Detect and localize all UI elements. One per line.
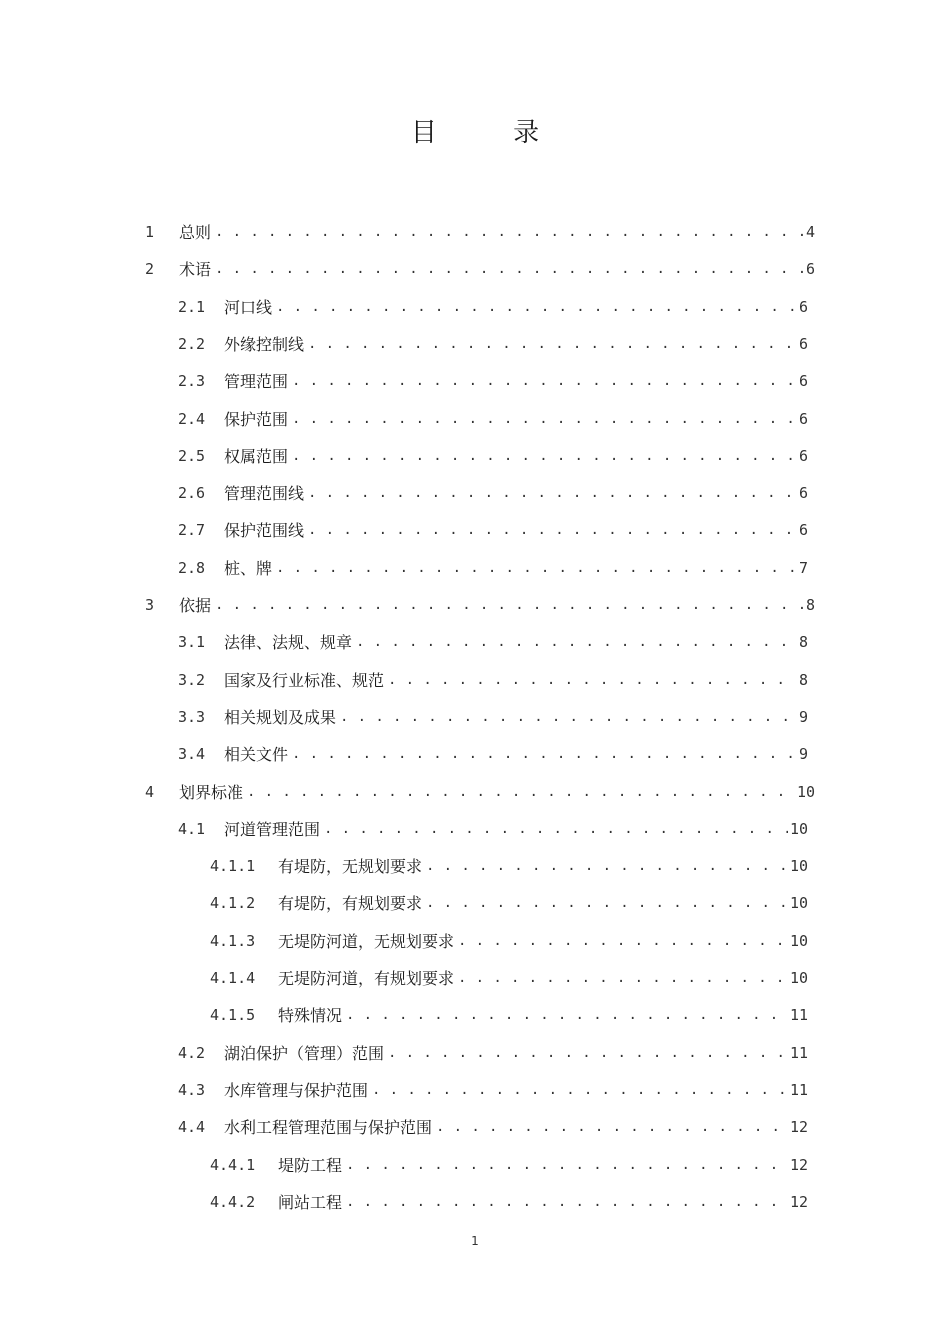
toc-entry[interactable] <box>145 214 815 251</box>
toc-entry-title: 有堤防，无规划要求 <box>278 857 423 877</box>
toc-entry[interactable] <box>178 811 808 848</box>
toc-entry-number: 4.1.4 <box>210 969 256 987</box>
toc-entry-page: 12 <box>789 1192 808 1211</box>
toc-entry[interactable] <box>210 960 808 997</box>
toc-entry-page: 4 <box>805 223 815 241</box>
toc-dot-leader <box>436 1109 788 1146</box>
toc-dot-leader <box>292 438 797 475</box>
toc-entry[interactable] <box>178 512 808 549</box>
toc-dot-leader <box>346 997 788 1034</box>
toc-entry-page: 6 <box>798 484 808 503</box>
toc-entry-number: 2.6 <box>178 484 206 503</box>
toc-entry[interactable] <box>210 1147 808 1184</box>
toc-entry-title: 相关规划及成果 <box>224 707 337 727</box>
toc-entry-number: 2.1 <box>178 297 206 316</box>
toc-entry-title: 无堤防河道，无规划要求 <box>278 931 455 951</box>
toc-entry[interactable] <box>178 736 808 773</box>
toc-entry-title: 闸站工程 <box>278 1192 343 1212</box>
toc-entry-number: 4.4.1 <box>210 1155 256 1174</box>
toc-entry-number: 4.1.5 <box>210 1006 256 1025</box>
toc-entry[interactable] <box>178 289 808 326</box>
toc-dot-leader <box>346 1147 788 1184</box>
toc-entry[interactable] <box>145 251 815 288</box>
toc-entry-number: 2 <box>145 260 155 279</box>
toc-entry[interactable] <box>178 475 808 512</box>
toc-entry-title: 国家及行业标准、规范 <box>224 670 385 690</box>
toc-entry-number: 2.5 <box>178 446 206 465</box>
toc-entry-title: 湖泊保护（管理）范围 <box>224 1043 385 1063</box>
toc-entry-title: 权属范围 <box>224 446 289 466</box>
toc-entry-title: 管理范围 <box>224 372 289 392</box>
toc-entry-number: 1 <box>145 223 155 241</box>
toc-entry-number: 2.7 <box>178 521 206 540</box>
toc-entry-number: 2.2 <box>178 334 206 353</box>
toc-dot-leader <box>426 885 788 922</box>
toc-entry-page: 6 <box>798 297 808 316</box>
toc-entry-title: 管理范围线 <box>224 484 305 504</box>
toc-entry[interactable] <box>178 1035 808 1072</box>
toc-dot-leader <box>308 326 797 363</box>
toc-entry-page: 10 <box>789 931 808 950</box>
toc-dot-leader <box>308 512 797 549</box>
toc-entry-number: 4.2 <box>178 1043 206 1062</box>
toc-entry-page: 10 <box>789 969 808 987</box>
toc-entry-page: 8 <box>798 670 808 689</box>
footer-page-number: 1 <box>471 1234 479 1248</box>
toc-entry-page: 11 <box>789 1080 808 1099</box>
toc-entry-number: 4.1.3 <box>210 931 256 950</box>
toc-entry-title: 桩、牌 <box>224 558 273 578</box>
toc-entry[interactable] <box>178 326 808 363</box>
toc-entry-page: 9 <box>798 745 808 764</box>
toc-entry-title: 术语 <box>179 260 212 280</box>
toc-dot-leader <box>215 251 804 288</box>
toc-entry-number: 4.1.2 <box>210 894 256 913</box>
toc-dot-leader <box>215 587 804 624</box>
toc-entry[interactable] <box>210 885 808 922</box>
toc-entry[interactable] <box>178 438 808 475</box>
toc-entry-title: 特殊情况 <box>278 1006 343 1026</box>
toc-dot-leader <box>372 1072 788 1109</box>
toc-entry-title: 总则 <box>179 223 212 242</box>
toc-entry[interactable] <box>210 997 808 1034</box>
toc-entry[interactable] <box>178 1072 808 1109</box>
toc-entry[interactable] <box>178 363 808 400</box>
toc-entry-title: 法律、法规、规章 <box>224 633 353 653</box>
toc-dot-leader <box>276 289 797 326</box>
toc-entry-title: 依据 <box>179 596 212 615</box>
toc-entry-number: 2.3 <box>178 372 206 391</box>
toc-dot-leader <box>276 550 797 587</box>
toc-entry-title: 外缘控制线 <box>224 334 305 354</box>
toc-entry-number: 4.3 <box>178 1080 206 1099</box>
toc-entry[interactable] <box>178 662 808 699</box>
toc-entry-page: 6 <box>805 260 815 279</box>
toc-entry-title: 有堤防，有规划要求 <box>278 894 423 914</box>
toc-entry[interactable] <box>210 1184 808 1221</box>
toc-dot-leader <box>340 699 797 736</box>
toc-entry-page: 6 <box>798 521 808 540</box>
toc-entry-title: 河道管理范围 <box>224 819 321 839</box>
toc-entry-title: 保护范围 <box>224 409 289 429</box>
toc-dot-leader <box>292 401 797 438</box>
toc-entry[interactable] <box>178 699 808 736</box>
toc-entry-number: 3.2 <box>178 670 206 689</box>
toc-entry-page: 6 <box>798 409 808 428</box>
toc-dot-leader <box>426 848 788 885</box>
toc-entry-title: 划界标准 <box>179 782 244 802</box>
toc-entry[interactable] <box>145 774 815 811</box>
toc-entry-page: 7 <box>798 558 808 577</box>
toc-entry-page: 10 <box>789 894 808 913</box>
toc-entry-number: 3 <box>145 596 155 614</box>
toc-dot-leader <box>292 736 797 773</box>
toc-entry-title: 无堤防河道，有规划要求 <box>278 969 455 988</box>
toc-entry-number: 4 <box>145 782 155 801</box>
page-title: 目 录 <box>410 118 574 148</box>
toc-entry-page: 11 <box>789 1006 808 1025</box>
toc-entry-number: 3.3 <box>178 707 206 726</box>
toc-entry-number: 2.4 <box>178 409 206 428</box>
toc-dot-leader <box>458 923 788 960</box>
toc-entry-page: 8 <box>798 633 808 652</box>
toc-entry-number: 4.4.2 <box>210 1192 256 1211</box>
toc-dot-leader <box>247 774 795 811</box>
toc-entry-page: 8 <box>805 596 815 614</box>
toc-entry[interactable] <box>210 848 808 885</box>
toc-entry-number: 4.1.1 <box>210 857 256 876</box>
toc-entry-page: 11 <box>789 1043 808 1062</box>
toc-entry-page: 6 <box>798 334 808 353</box>
toc-entry-page: 9 <box>798 707 808 726</box>
toc-entry[interactable] <box>210 923 808 960</box>
toc-entry-page: 10 <box>796 782 815 801</box>
toc-entry-title: 水库管理与保护范围 <box>224 1080 369 1100</box>
toc-entry[interactable] <box>178 550 808 587</box>
toc-entry-page: 12 <box>789 1118 808 1137</box>
toc-dot-leader <box>324 811 788 848</box>
toc-dot-leader <box>292 363 797 400</box>
toc-entry-number: 2.8 <box>178 558 206 577</box>
toc-dot-leader <box>388 1035 788 1072</box>
toc-entry-number: 3.1 <box>178 633 206 652</box>
toc-entry-page: 10 <box>789 819 808 838</box>
toc-dot-leader <box>308 475 797 512</box>
toc-entry-page: 6 <box>798 446 808 465</box>
toc-entry-title: 堤防工程 <box>278 1155 343 1175</box>
toc-entry-number: 4.4 <box>178 1118 206 1137</box>
toc-entry[interactable] <box>178 624 808 661</box>
toc-entry[interactable] <box>145 587 815 624</box>
toc-dot-leader <box>458 960 788 997</box>
toc-entry-title: 相关文件 <box>224 745 289 765</box>
toc-entry-number: 4.1 <box>178 819 206 838</box>
toc-entry[interactable] <box>178 1109 808 1146</box>
toc-entry-page: 10 <box>789 857 808 876</box>
toc-entry-page: 6 <box>798 372 808 391</box>
toc-entry[interactable] <box>178 401 808 438</box>
toc-dot-leader <box>356 624 797 661</box>
toc-entry-title: 河口线 <box>224 297 273 317</box>
toc-entry-number: 3.4 <box>178 745 206 764</box>
toc-entry-title: 水利工程管理范围与保护范围 <box>224 1118 433 1138</box>
toc-entry-page: 12 <box>789 1155 808 1174</box>
toc-dot-leader <box>346 1184 788 1221</box>
toc-dot-leader <box>388 662 797 699</box>
toc-dot-leader <box>215 214 804 251</box>
toc-entry-title: 保护范围线 <box>224 521 305 541</box>
